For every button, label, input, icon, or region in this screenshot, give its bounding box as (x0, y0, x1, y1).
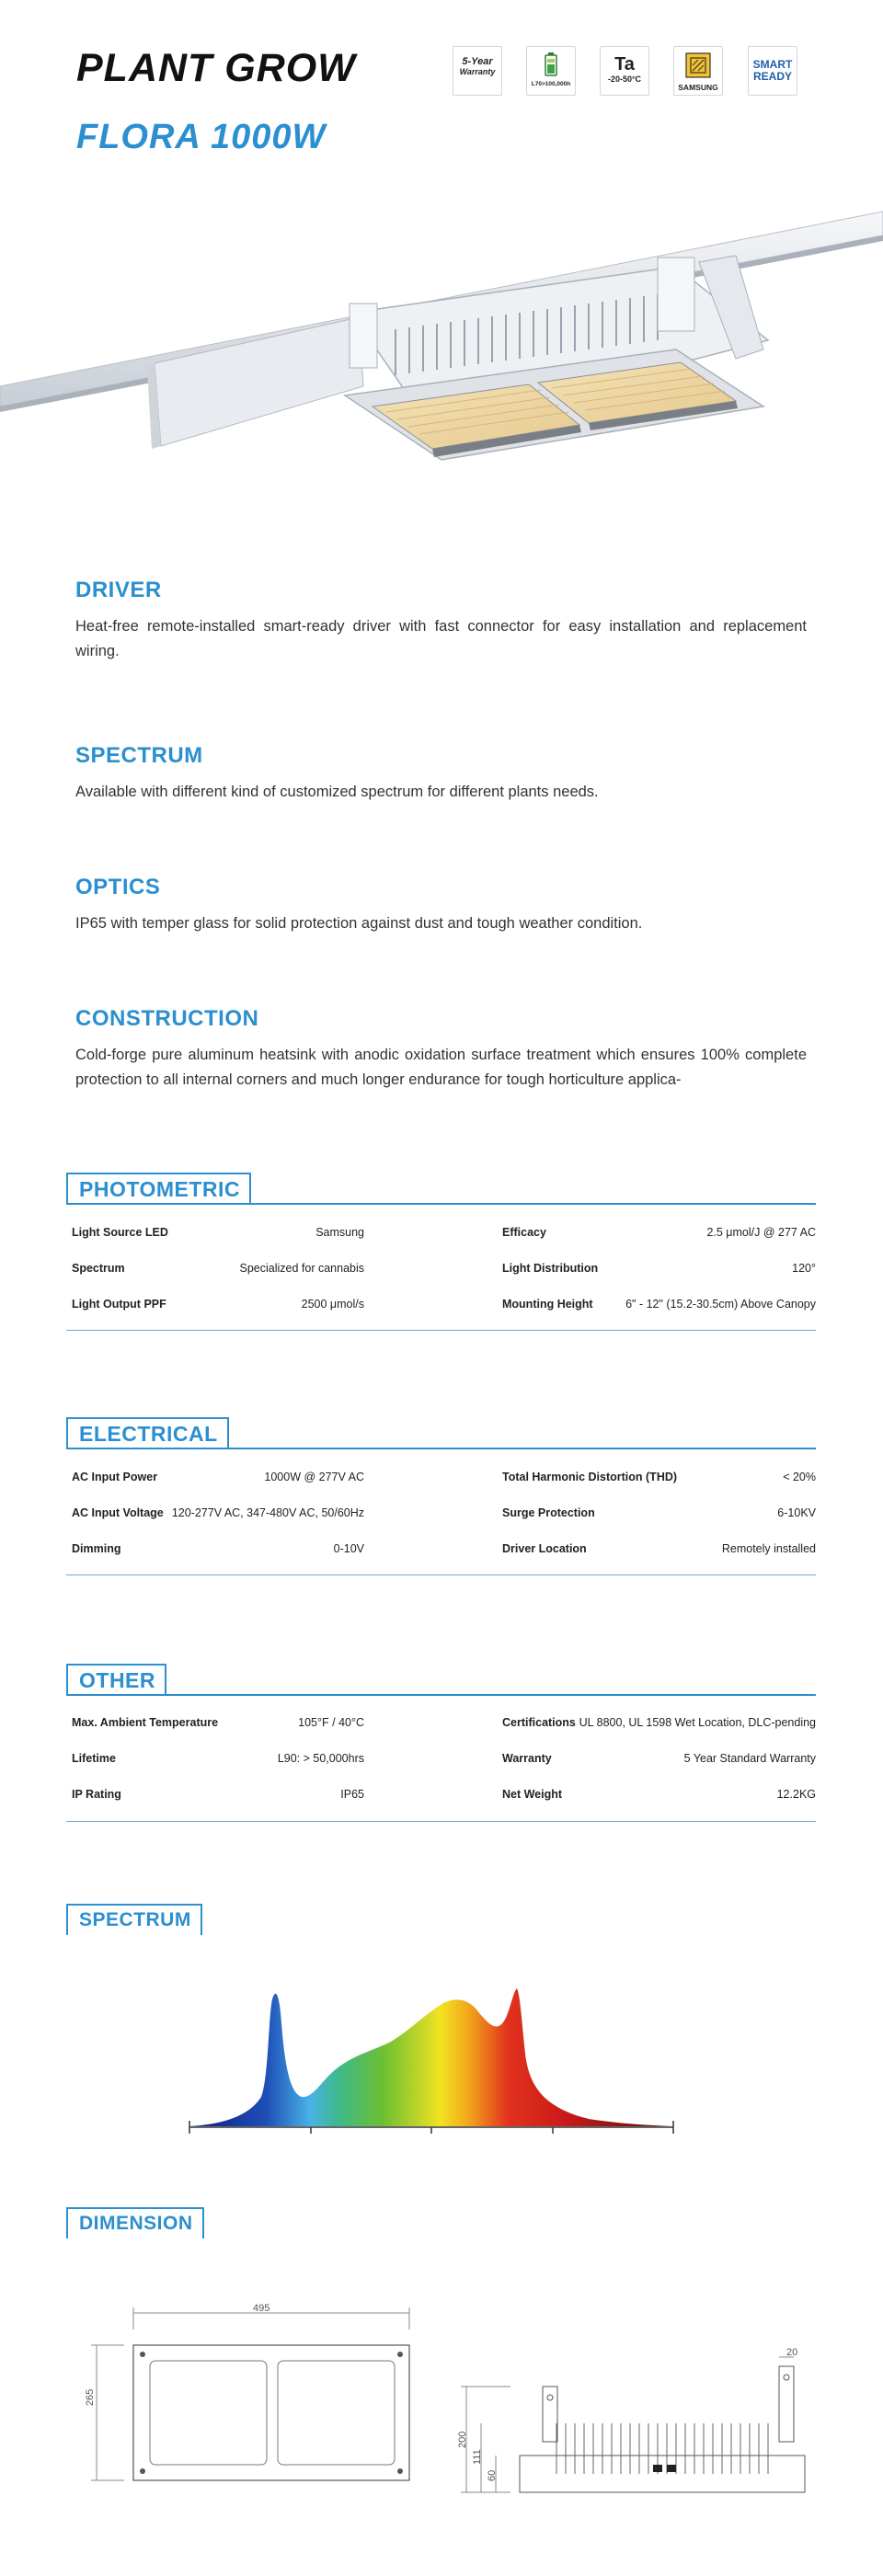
warranty-badge-bottom: Warranty (459, 67, 496, 76)
spec-value: 6" - 12" (15.2-30.5cm) Above Canopy (625, 1298, 816, 1311)
feature-optics-text: IP65 with temper glass for solid protection against dust and tough weather condition. (75, 915, 643, 932)
spectrum-heading: SPECTRUM (66, 1904, 202, 1935)
feature-spectrum-title: SPECTRUM (75, 743, 203, 768)
spec-row (72, 1471, 364, 1487)
spec-row (502, 1716, 816, 1733)
spec-row (502, 1298, 816, 1314)
smart-ready-badge (748, 46, 797, 96)
spec-key: Max. Ambient Temperature (72, 1716, 219, 1729)
spec-key: Spectrum (72, 1262, 125, 1275)
spec-key: Driver Location (502, 1542, 587, 1555)
ta-range: -20-50°C (607, 74, 642, 84)
other-bottom-line (66, 1821, 816, 1822)
spec-value: < 20% (783, 1471, 816, 1483)
temperature-badge (600, 46, 649, 96)
spec-key: Mounting Height (502, 1298, 593, 1311)
spec-key: Net Weight (502, 1788, 563, 1801)
warranty-badge (453, 46, 502, 96)
photometric-bottom-line (66, 1330, 816, 1331)
spec-key: IP Rating (72, 1788, 121, 1801)
product-line-title: PLANT GROW (76, 46, 356, 90)
spec-value: 6-10KV (777, 1506, 816, 1519)
dimension-front-view (87, 2304, 428, 2488)
feature-driver-text: Heat-free remote-installed smart-ready driver with fast connector for easy installation and replacement wiring. (75, 618, 807, 659)
product-model-title: FLORA 1000W (76, 118, 327, 156)
product-image (0, 193, 883, 478)
spec-value: 120° (792, 1262, 816, 1275)
spec-value: IP65 (340, 1788, 364, 1801)
spec-value: 0-10V (333, 1542, 364, 1555)
spec-value: Specialized for cannabis (239, 1262, 364, 1275)
spec-key: Certifications (502, 1716, 576, 1729)
dimension-side-mid-label: 111 (472, 2449, 483, 2465)
spec-key: Dimming (72, 1542, 121, 1555)
battery-icon (545, 52, 557, 76)
spec-key: AC Input Voltage (72, 1506, 164, 1519)
spec-key: Efficacy (502, 1226, 546, 1239)
smart-line2: READY (752, 70, 792, 83)
spec-key: AC Input Power (72, 1471, 158, 1483)
spectrum-graph (184, 1959, 681, 2143)
spec-row (72, 1542, 364, 1559)
spec-key: Warranty (502, 1752, 552, 1765)
ta-symbol: Ta (614, 54, 635, 74)
spec-row (502, 1542, 816, 1559)
samsung-chip-icon (684, 52, 712, 79)
dimension-side-view (455, 2350, 819, 2502)
dimension-height-label: 265 (85, 2388, 96, 2406)
samsung-badge-text: SAMSUNG (678, 83, 718, 92)
electrical-bottom-line (66, 1574, 816, 1575)
spec-row (502, 1471, 816, 1487)
photometric-heading: PHOTOMETRIC (66, 1173, 251, 1204)
photometric-divider (66, 1203, 816, 1205)
spec-value: 105°F / 40°C (298, 1716, 364, 1729)
dimension-side-low-label: 60 (487, 2469, 498, 2481)
feature-construction-title: CONSTRUCTION (75, 1006, 259, 1031)
spec-key: Surge Protection (502, 1506, 595, 1519)
dimension-width-label: 495 (253, 2303, 270, 2314)
spec-row (72, 1298, 364, 1314)
spec-value: Remotely installed (721, 1542, 816, 1555)
spec-row (72, 1716, 364, 1733)
smart-line1: SMART (752, 58, 793, 71)
spec-row (502, 1262, 816, 1278)
feature-spectrum-text: Available with different kind of customized spectrum for different plants needs. (75, 784, 599, 800)
lifetime-badge (526, 46, 576, 96)
warranty-badge-top: 5-Year (462, 56, 493, 67)
spec-value: 2.5 μmol/J @ 277 AC (706, 1226, 816, 1239)
other-divider (66, 1694, 816, 1696)
lifetime-badge-text: L70>100,000h (531, 81, 571, 87)
spec-key: Light Distribution (502, 1262, 599, 1275)
feature-driver-title: DRIVER (75, 578, 162, 602)
spec-row (502, 1752, 816, 1769)
spec-key: Lifetime (72, 1752, 116, 1765)
spec-row (72, 1226, 364, 1242)
feature-optics-title: OPTICS (75, 875, 161, 899)
feature-construction-text: Cold-forge pure aluminum heatsink with anodic oxidation surface treatment which ensures 100% complete protection to all internal corners and much longer endurance for tough horticulture applica- (75, 1047, 807, 1088)
spec-value: 5 Year Standard Warranty (683, 1752, 816, 1765)
spec-row (502, 1506, 816, 1523)
spec-value: 120-277V AC, 347-480V AC, 50/60Hz (171, 1506, 364, 1519)
spec-value: 12.2KG (776, 1788, 816, 1801)
other-heading: OTHER (66, 1664, 166, 1695)
spec-row (72, 1752, 364, 1769)
dimension-side-height-label: 200 (457, 2431, 468, 2448)
spec-row (502, 1226, 816, 1242)
spec-row (72, 1262, 364, 1278)
spec-key: Total Harmonic Distortion (THD) (502, 1471, 678, 1483)
spec-row (72, 1788, 364, 1804)
spec-key: Light Source LED (72, 1226, 168, 1239)
spec-value: 2500 μmol/s (301, 1298, 364, 1311)
dimension-heading: DIMENSION (66, 2207, 204, 2238)
spec-value: Samsung (315, 1226, 364, 1239)
spec-value: 1000W @ 277V AC (264, 1471, 364, 1483)
samsung-badge (673, 46, 723, 96)
spec-key: Light Output PPF (72, 1298, 166, 1311)
spec-value: UL 8800, UL 1598 Wet Location, DLC-pending (579, 1716, 816, 1729)
spec-value: L90: > 50,000hrs (277, 1752, 364, 1765)
spec-row (502, 1788, 816, 1804)
electrical-divider (66, 1448, 816, 1449)
electrical-heading: ELECTRICAL (66, 1417, 229, 1448)
dimension-side-top-label: 20 (786, 2347, 798, 2358)
spec-row (72, 1506, 364, 1523)
